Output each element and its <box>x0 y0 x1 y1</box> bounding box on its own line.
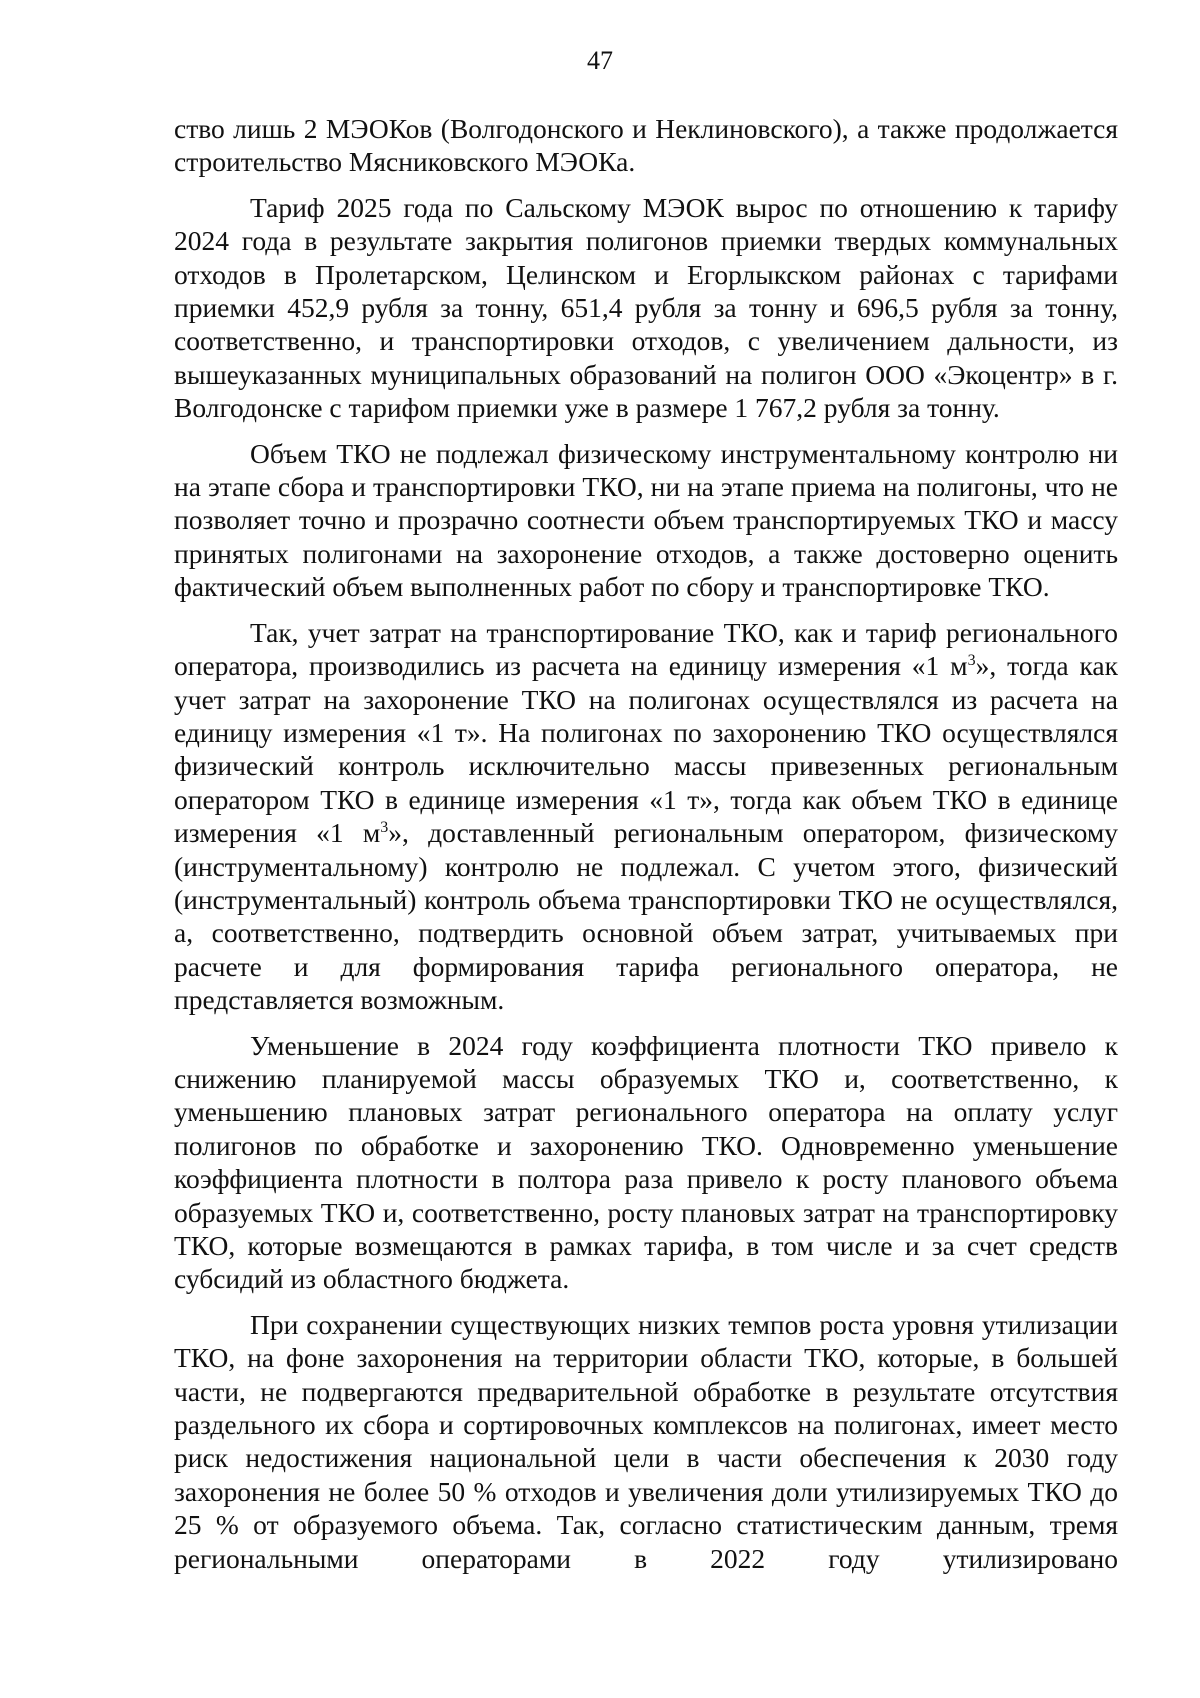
paragraph-volume-control: Объем ТКО не подлежал физическому инструментальному контролю ни на этапе сбора и транспортировки ТКО, ни на этапе приема на полигоны, что не позволяет точно и прозрачно соотнести объем транспортируемых ТКО и массу принятых полигонами на захоронение отходов, а также достоверно оценить фактический объем выполненных работ по сбору и транспортировке ТКО. <box>174 437 1118 603</box>
superscript-cubic-1: 3 <box>967 652 976 670</box>
paragraph-continuation: ство лишь 2 МЭОКов (Волгодонского и Неклиновского), а также продолжается строительство Мясниковского МЭОКа. <box>174 113 1118 178</box>
superscript-cubic-2: 3 <box>380 819 389 837</box>
paragraph-utilization-risk: При сохранении существующих низких темпов роста уровня утилизации ТКО, на фоне захоронения на территории области ТКО, которые, в большей части, не подвергаются предварительной обработке в результате отсутствия раздельного их сбора и сортировочных комплексов на полигонах, имеет место риск недостижения национальной цели в части обеспечения к 2030 году захоронения не более 50 % отходов и увеличения доли утилизируемых ТКО до 25 % от образуемого объема. Так, согласно статистическим данным, тремя региональными операторами в 2022 году утилизировано <box>174 1308 1118 1574</box>
paragraph-cost-accounting <box>174 616 1118 1017</box>
paragraph-cost-accounting-part-1: Так, учет затрат на транспортирование ТКО, как и тариф регионального оператора, производились из расчета на единицу измерения «1 м <box>174 616 1118 682</box>
page-number: 47 <box>587 46 613 75</box>
paragraph-density-coefficient: Уменьшение в 2024 году коэффициента плотности ТКО привело к снижению планируемой массы образуемых ТКО и, соответственно, к уменьшению плановых затрат регионального оператора на оплату услуг полигонов по обработке и захоронению ТКО. Одновременно уменьшение коэффициента плотности в полтора раза привело к росту планового объема образуемых ТКО и, соответственно, росту плановых затрат на транспортировку ТКО, которые возмещаются в рамках тарифа, в том числе и за счет средств субсидий из областного бюджета. <box>174 1029 1118 1295</box>
paragraph-cost-accounting-part-3: », доставленный региональным оператором, физическому (инструментальному) контролю не подлежал. С учетом этого, физический (инструментальный) контроль объема транспортировки ТКО не осуществлялся, а, соответственно, подтвердить основной объем затрат, учитываемых при расчете и для формирования тарифа регионального оператора, не представляется возможным. <box>174 817 1118 1016</box>
paragraph-tariff-salsk: Тариф 2025 года по Сальскому МЭОК вырос по отношению к тарифу 2024 года в результате закрытия полигонов приемки твердых коммунальных отходов в Пролетарском, Целинском и Егорлыкском районах с тарифами приемки 452,9 рубля за тонну, 651,4 рубля за тонну и 696,5 рубля за тонну, соответственно, и транспортировки отходов, с увеличением дальности, из вышеуказанных муниципальных образований на полигон ООО «Экоцентр» в г. Волгодонске с тарифом приемки уже в размере 1 767,2 рубля за тонну. <box>174 191 1118 424</box>
paragraph-cost-accounting-part-2: », тогда как учет затрат на захоронение ТКО на полигонах осуществлялся из расчета на единицу измерения «1 т». На полигонах по захоронению ТКО осуществлялся физический контроль исключительно массы привезенных региональным оператором ТКО в единице измерения «1 т», тогда как объем ТКО в единице измерения «1 м <box>174 650 1118 849</box>
body-text <box>174 112 1118 1587</box>
